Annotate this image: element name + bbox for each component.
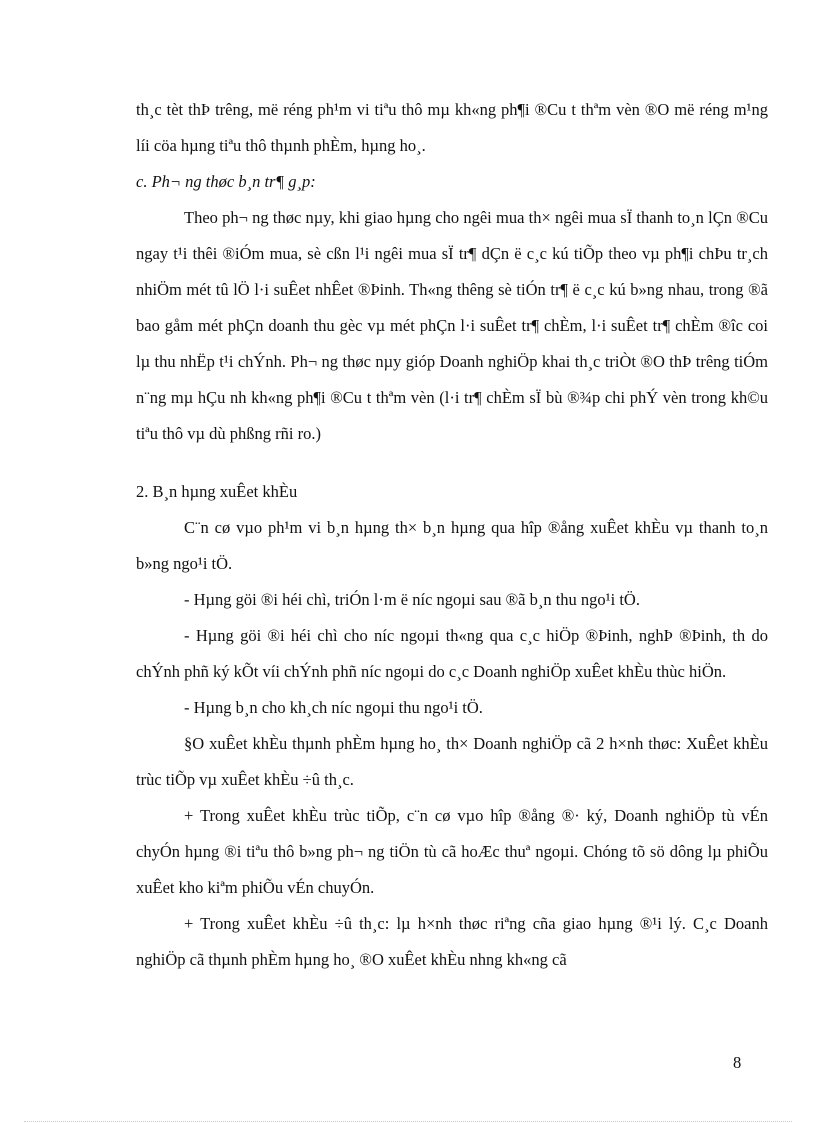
paragraph-direct-export: + Trong xuÊet khÈu trùc tiÕp, c¨n cø vµo hîp ®ång ®· ký, Doanh nghiÖp tù vÉn chyÓn hµng ®i tiªu thô b»ng ph¬ ng tiÖn tù cã hoÆc thuª ngoµi. Chóng tõ sö dông lµ phiÕu xuÊet kho kiªm phiÕu vÉn chuyÓn.: [136, 806, 768, 897]
section-heading-export: 2. B¸n hµng xuÊet khÈu: [136, 482, 298, 501]
paragraph-export-basis: C¨n cø vµo ph¹m vi b¸n hµng th× b¸n hµng qua hîp ®ång xuÊet khÈu vµ thanh to¸n b»ng ngo¹i tÖ.: [136, 518, 768, 573]
list-item-foreign-customers: - Hµng b¸n cho kh¸ch níc ngoµi thu ngo¹i tÖ.: [184, 698, 483, 717]
paragraph-export-forms: §O xuÊet khÈu thµnh phÈm hµng ho¸ th× Doanh nghiÖp cã 2 h×nh thøc: XuÊet khÈu trùc tiÕp vµ xuÊet khÈu ÷û th¸c.: [136, 734, 768, 789]
page-bottom-divider: [24, 1121, 792, 1122]
body-text: [136, 92, 768, 978]
page-number: 8: [733, 1053, 742, 1072]
subsection-heading: c. Ph¬ ng thøc b¸n tr¶ g¸p:: [136, 172, 316, 191]
list-item-exhibition: - Hµng göi ®i héi chì, triÓn l·m ë níc ngoµi sau ®ã b¸n thu ngo¹i tÖ.: [184, 590, 640, 609]
paragraph-continuation: th¸c tèt thÞ trêng, më réng ph¹m vi tiªu thô mµ kh«ng ph¶i ®Cu t thªm vèn ®O më réng m¹ng líi cöa hµng tiªu thô thµnh phÈm, hµng ho¸.: [136, 100, 768, 155]
list-item-government-agreement: - Hµng göi ®i héi chì cho níc ngoµi th«ng qua c¸c hiÖp ®Þinh, nghÞ ®Þinh, th do chÝnh phñ ký kÕt víi chÝnh phñ níc ngoµi do c¸c Doanh nghiÖp xuÊet khÈu thùc hiÖn.: [136, 626, 768, 681]
paragraph-entrusted-export: + Trong xuÊet khÈu ÷û th¸c: lµ h×nh thøc riªng cña giao hµng ®¹i lý. C¸c Doanh nghiÖp cã thµnh phÈm hµng ho¸ ®O xuÊet khÈu nhng kh«ng cã: [136, 914, 768, 969]
paragraph-installment-sales: Theo ph¬ ng thøc nµy, khi giao hµng cho ngêi mua th× ngêi mua sÏ thanh to¸n lÇn ®Cu ngay t¹i thêi ®iÓm mua, sè cßn l¹i ngêi mua sÏ tr¶ dÇn ë c¸c kú tiÕp theo vµ ph¶i chÞu tr¸ch nhiÖm mét tû lÖ l·i suÊet nhÊet ®Þinh. Th«ng thêng sè tiÓn tr¶ ë c¸c kú b»ng nhau, trong ®ã bao gåm mét phÇn doanh thu gèc vµ mét phÇn l·i suÊet tr¶ chÈm, l·i suÊet tr¶ chÈm ®îc coi lµ thu nhËp t¹i chÝnh. Ph¬ ng thøc nµy gióp Doanh nghiÖp khai th¸c triÒt ®O thÞ trêng tiÓm n¨ng mµ hÇu nh kh«ng ph¶i ®Cu t thªm vèn (l·i tr¶ chÈm sÏ bù ®¾p chi phÝ vèn trong kh©u tiªu thô vµ dù phßng rñi ro.): [136, 208, 768, 443]
